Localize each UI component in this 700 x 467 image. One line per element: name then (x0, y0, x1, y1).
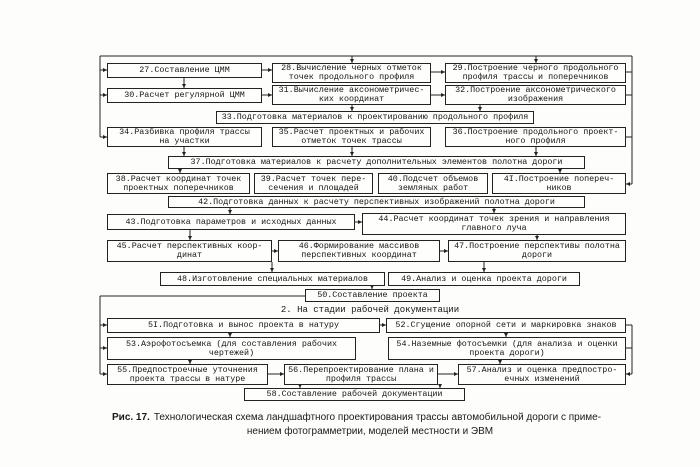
step-56-text: 56.Перепроектирование плана и (288, 364, 434, 375)
step-28-text: 28.Вычисление черных отметок (281, 63, 422, 73)
step-51-text: 5I.Подготовка и вынос проекта в натуру (148, 320, 339, 330)
step-36-text: ного профиля (505, 136, 566, 146)
step-42-text: 42.Подготовка данных к расчету перспективных изображений полотна дороги (198, 196, 555, 207)
step-56-box (284, 364, 438, 385)
step-36-box (445, 127, 626, 147)
step-49-text: 49.Анализ и оценка проекта дороги (401, 273, 567, 284)
step-50-text: 50.Составление проекта (317, 290, 428, 300)
step-31-text: ких координат (318, 94, 385, 104)
step-58-text: 58.Составление рабочей документации (266, 389, 443, 399)
step-42-box (168, 196, 585, 208)
step-37-box (168, 156, 585, 169)
step-46-text: 46.Формирование массивов (298, 241, 420, 251)
step-53-box (107, 337, 356, 360)
step-35-box (272, 127, 431, 147)
step-34-box (107, 127, 262, 147)
step-52-text: 52.Сгущение опорной сети и маркировка знаков (395, 320, 617, 330)
step-29-text: 29.Построение черного продольного (452, 63, 619, 73)
step-44-box (362, 213, 626, 235)
step-32-text: изображения (507, 94, 564, 104)
step-45-text: динат (176, 250, 203, 260)
step-29-text: профиля трассы и поперечников (462, 72, 609, 82)
figure-label: Рис. 17. (112, 412, 150, 423)
step-36-text: 36.Построение продольного проект- (452, 127, 619, 137)
step-53-text: чертежей) (208, 347, 255, 358)
step-27-text: 27.Составление ЦММ (139, 65, 230, 75)
step-52-box (386, 318, 626, 333)
step-53-text: 53.Аэрофотосъемка (для составления рабочих (125, 338, 338, 349)
step-30-box (107, 88, 262, 103)
step-48-text: 48.Изготовление специальных материалов (177, 273, 368, 284)
step-39-text: 39.Расчет точек пере- (260, 173, 367, 184)
step-57-box (458, 364, 626, 385)
step-55-text: 55.Предпостроечные уточнения (117, 364, 258, 375)
step-30-text: 30.Расчет регулярной ЦММ (124, 90, 245, 100)
step-57-text: 57.Анализ и оценка предпостро- (466, 364, 618, 375)
step-40-text: 40.Подсчет объемов (387, 173, 479, 184)
step-32-box (445, 85, 626, 105)
step-29-box (445, 63, 626, 83)
step-46-box (278, 240, 440, 262)
step-54-box (388, 337, 626, 360)
step-47-box (448, 240, 626, 262)
step-48-box (160, 272, 385, 286)
figure-caption-text: Технологическая схема ландшафтного проектирования трассы автомобильной дороги с приме- (153, 412, 602, 423)
step-47-text: дороги (521, 250, 553, 260)
step-40-text: земляных работ (397, 182, 469, 193)
step-41-text: ников (546, 182, 572, 193)
step-32-text: 32.Построение аксонометрического (455, 85, 616, 95)
step-35-text: 35.Расчет проектных и рабочих (278, 127, 425, 137)
step-55-box (107, 364, 268, 385)
step-28-box (272, 63, 431, 83)
step-38-box (107, 173, 250, 194)
step-54-text: 54.Наземные фотосъемки (для анализа и оценки (396, 338, 618, 349)
step-45-box (107, 240, 272, 262)
step-31-box (272, 85, 431, 105)
step-41-box (492, 173, 626, 194)
stage-heading: 2. На стадии рабочей документации (280, 305, 460, 315)
step-56-text: профиля трассы (325, 373, 397, 384)
step-51-box (107, 318, 380, 333)
step-45-text: 45.Расчет перспективных коор- (116, 241, 263, 251)
step-41-text: 4I.Построение попереч- (503, 173, 615, 184)
step-43-text: 43.Подготовка параметров и исходных данных (125, 216, 337, 227)
step-43-box (107, 214, 355, 230)
step-40-box (378, 173, 488, 194)
step-31-text: 31.Вычисление аксонометричес- (278, 85, 425, 95)
step-37-text: 37.Подготовка материалов к расчету дополнительных элементов полотна дороги (190, 157, 563, 167)
step-49-box (388, 272, 580, 286)
step-34-text: 34.Разбивка профиля трассы (119, 127, 250, 137)
step-38-text: проектных поперечников (123, 182, 234, 193)
step-33-box (216, 111, 534, 124)
step-39-text: сечения и площадей (268, 182, 359, 193)
step-38-text: 38.Расчет координат точек (115, 173, 242, 184)
step-55-text: проекта трассы в натуре (129, 373, 246, 384)
figure-caption-line-1 (112, 411, 601, 424)
step-39-box (254, 173, 373, 194)
step-47-text: 47.Построение перспективы полотна (454, 241, 620, 251)
step-33-text: 33.Подготовка материалов к проектированию продольного профиля (221, 112, 529, 122)
step-27-box (107, 63, 262, 78)
step-28-text: точек продольного профиля (288, 72, 415, 82)
step-35-text: отметок точек трассы (301, 136, 402, 146)
step-57-text: ечных изменений (504, 373, 580, 384)
step-50-box (305, 289, 440, 302)
step-54-text: проекта дороги) (469, 347, 545, 358)
step-44-text: 44.Расчет координат точек зрения и направления (378, 214, 610, 224)
step-34-text: на участки (159, 136, 210, 146)
step-46-text: перспективных координат (301, 250, 417, 260)
figure-caption-line-2: нением фотограмметрии, моделей местности и ЭВМ (246, 426, 494, 437)
step-58-box (244, 388, 465, 401)
step-44-text: главного луча (461, 223, 527, 233)
